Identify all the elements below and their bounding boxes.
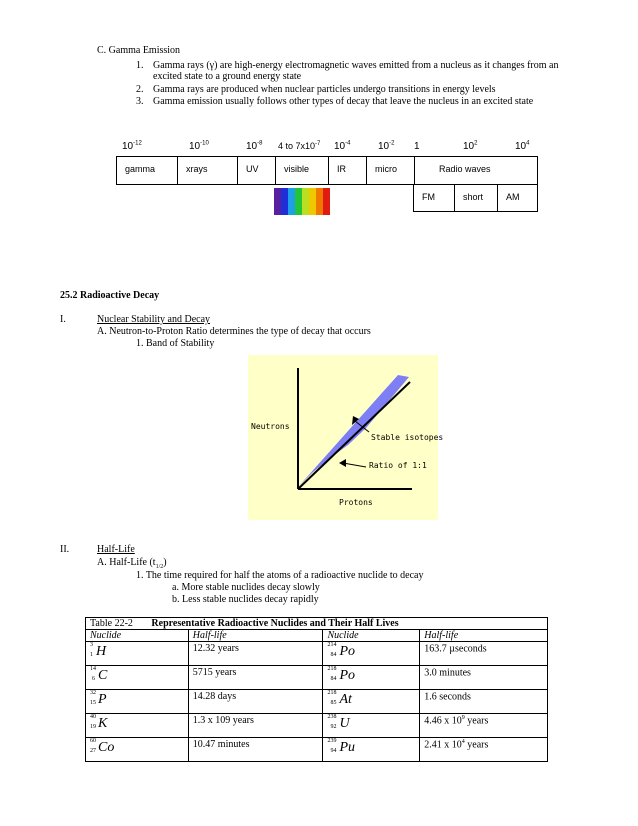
ratio-arrowhead [339, 459, 346, 467]
half-life-cell: 163.7 µseconds [420, 642, 548, 666]
column-header: Nuclide [323, 630, 420, 642]
outline-subitem: b. Less stable nuclides decay rapidly [172, 594, 319, 605]
stable-isotopes-label: Stable isotopes [371, 433, 444, 442]
ratio-label: Ratio of 1:1 [369, 461, 427, 470]
nuclide-cell [323, 714, 420, 738]
wavelength-label: $10^{-10}$ [189, 140, 209, 152]
region-xrays: xrays [178, 157, 238, 184]
outline-numeral: II. [60, 544, 70, 555]
gamma-item-text: Gamma rays (γ) are high-energy electromagnetic waves emitted from a nucleus as it changes from an [153, 60, 559, 71]
spectrum-region-row [116, 156, 538, 185]
nuclide-symbol: 218 85 At [327, 690, 352, 707]
visible-color-band [295, 188, 302, 215]
gamma-item-num: 2. [136, 84, 144, 95]
nuclide-cell [86, 642, 189, 666]
wavelength-label: $10^{-2}$ [378, 140, 395, 152]
outline-numeral: I. [60, 314, 66, 325]
region-short: short [455, 185, 498, 211]
region-am: AM [506, 192, 520, 202]
table-header-row [86, 630, 548, 642]
nuclide-symbol: 14 6 C [90, 666, 108, 683]
nuclide-cell [323, 738, 420, 762]
half-life-cell: 1.6 seconds [420, 690, 548, 714]
outline-heading: Nuclear Stability and Decay [97, 314, 211, 325]
wavelength-label: $10^2$ [463, 140, 478, 152]
region-gamma: gamma [117, 157, 178, 184]
ratio-pointer [343, 463, 366, 467]
table-row [86, 714, 548, 738]
nuclide-cell [86, 714, 189, 738]
half-life-cell: 10.47 minutes [188, 738, 323, 762]
half-life-cell: 1.3 x 109 years [188, 714, 323, 738]
visible-color-band [281, 188, 288, 215]
visible-color-band [309, 188, 316, 215]
visible-color-band [288, 188, 295, 215]
nuclide-symbol: 218 84 Po [327, 666, 356, 683]
gamma-item-num: 3. [136, 96, 144, 107]
stability-band [298, 375, 409, 487]
nuclide-symbol: 60 27 Co [90, 738, 115, 755]
nuclide-symbol: 238 92 U [327, 714, 350, 731]
table-row [86, 690, 548, 714]
half-life-cell: 4.46 x $10^9$ years [420, 714, 548, 738]
gamma-item-num: 1. [136, 60, 144, 71]
wavelength-label: 1 [414, 141, 420, 152]
nuclide-symbol: 3 1 H [90, 642, 107, 659]
nuclide-cell [86, 690, 189, 714]
nuclide-cell [323, 690, 420, 714]
half-life-cell: 2.41 x $10^4$ years [420, 738, 548, 762]
region-fm: FM [414, 185, 455, 211]
outline-subitem: 1. Band of Stability [136, 338, 215, 349]
table-caption [86, 618, 548, 630]
gamma-item-text: Gamma rays are produced when nuclear particles undergo transitions in energy levels [153, 84, 496, 95]
half-life-cell: 3.0 minutes [420, 666, 548, 690]
region-uv: UV [238, 157, 276, 184]
band-of-stability-graph [248, 355, 444, 520]
wavelength-label: $10^{-4}$ [334, 140, 351, 152]
half-life-cell: 14.28 days [188, 690, 323, 714]
outline-heading: Half-Life [97, 544, 135, 555]
nuclide-cell [323, 666, 420, 690]
column-header: Half-life [188, 630, 323, 642]
table-title: Representative Radioactive Nuclides and Their Half Lives [151, 618, 399, 629]
nuclide-cell [86, 738, 189, 762]
table-number: Table 22-2 [90, 618, 133, 629]
nuclide-symbol: 32 15 P [90, 690, 107, 707]
x-axis-label: Protons [339, 498, 373, 507]
nuclide-symbol: 40 19 K [90, 714, 108, 731]
visible-color-band [316, 188, 323, 215]
nuclide-symbol: 239 94 Pu [327, 738, 356, 755]
wavelength-label: $10^{-12}$ [122, 140, 142, 152]
table-row [86, 666, 548, 690]
section-title: 25.2 Radioactive Decay [60, 290, 160, 301]
wavelength-label: $10^4$ [515, 140, 530, 152]
nuclide-cell [323, 642, 420, 666]
outline-subitem: A. Half-Life $(t_{1/2})$ [97, 557, 167, 570]
region-visible: visible [276, 157, 329, 184]
region-radio-waves: Radio waves [439, 164, 491, 174]
outline-subitem: a. More stable nuclides decay slowly [172, 582, 320, 593]
half-life-cell: 5715 years [188, 666, 323, 690]
gamma-item-text: Gamma emission usually follows other types of decay that leave the nucleus in an excited state [153, 96, 534, 107]
visible-color-band [323, 188, 330, 215]
nuclide-cell [86, 666, 189, 690]
gamma-item-text-cont: excited state to a ground energy state [153, 71, 302, 82]
half-life-table [85, 617, 548, 762]
region-micro: micro [367, 157, 415, 184]
table-row [86, 642, 548, 666]
table-row [86, 738, 548, 762]
radio-subregion-row [413, 184, 538, 212]
outline-subitem: 1. The time required for half the atoms of a radioactive nuclide to decay [136, 570, 424, 581]
region-ir: IR [329, 157, 367, 184]
y-axis-label: Neutrons [251, 422, 290, 431]
wavelength-label: $10^{-8}$ [246, 140, 263, 152]
nuclide-symbol: 214 84 Po [327, 642, 356, 659]
wavelength-label: 4 to $7x10^{-7}$ [278, 141, 321, 151]
outline-subitem: A. Neutron-to-Proton Ratio determines the type of decay that occurs [97, 326, 371, 337]
visible-color-band [302, 188, 309, 215]
column-header: Half-life [420, 630, 548, 642]
gamma-heading: C. Gamma Emission [97, 45, 181, 56]
visible-color-band [274, 188, 281, 215]
column-header: Nuclide [86, 630, 189, 642]
table-caption-row [86, 618, 548, 630]
half-life-cell: 12.32 years [188, 642, 323, 666]
